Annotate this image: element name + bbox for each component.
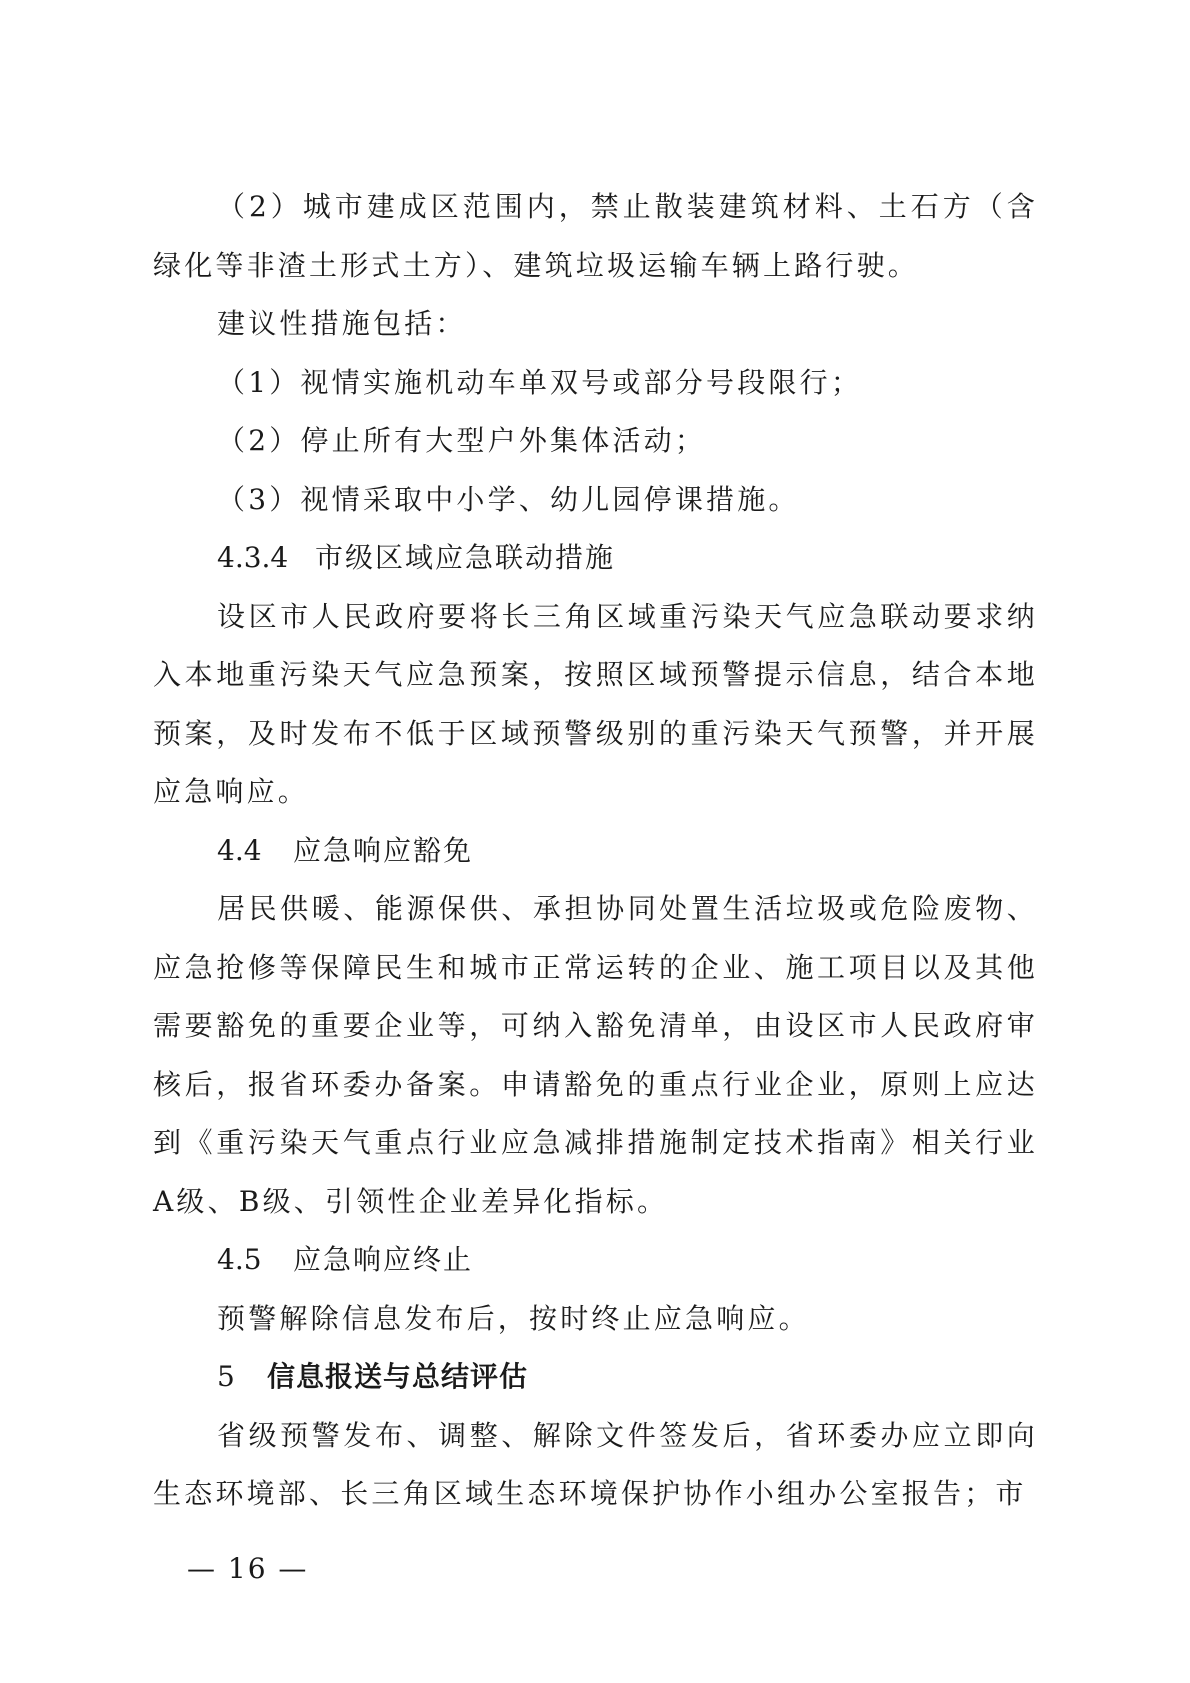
paragraph-suggested-measure-2: （2）停止所有大型户外集体活动； (217, 424, 707, 457)
paragraph-reporting: 省级预警发布、调整、解除文件签发后，省环委办应立即向生态环境部、长三角区域生态环境保护协作小组办公室报告；市 (153, 1418, 1038, 1510)
section-number: 4.3.4 (217, 541, 289, 574)
paragraph-city-linkage: 设区市人民政府要将长三角区域重污染天气应急联动要求纳入本地重污染天气应急预案，按照区域预警提示信息，结合本地预案，及时发布不低于区域预警级别的重污染天气预警，并开展应急响应。 (153, 599, 1038, 808)
section-number: 4.5 (217, 1243, 262, 1276)
document-body (153, 178, 1038, 1524)
paragraph-control-measure-2: （2）城市建成区范围内，禁止散装建筑材料、土石方（含绿化等非渣土形式土方）、建筑垃圾运输车辆上路行驶。 (153, 190, 1038, 282)
paragraph-termination: 预警解除信息发布后，按时终止应急响应。 (217, 1301, 810, 1335)
section-title: 应急响应豁免 (293, 833, 474, 867)
paragraph-suggested-measures-intro: 建议性措施包括： (217, 307, 467, 340)
section-heading-4-3-4 (153, 529, 1038, 588)
section-heading-4-5 (153, 1231, 1038, 1290)
page-number: — 16 — (187, 1552, 309, 1585)
section-title: 应急响应终止 (293, 1243, 474, 1276)
section-title: 信息报送与总结评估 (267, 1360, 529, 1393)
paragraph-suggested-measure-1: （1）视情实施机动车单双号或部分号段限行； (217, 365, 863, 399)
section-heading-5 (153, 1348, 1038, 1407)
section-heading-4-4 (153, 822, 1038, 881)
section-number: 4.4 (217, 833, 262, 867)
paragraph-suggested-measure-3: （3）视情采取中小学、幼儿园停课措施。 (217, 482, 800, 516)
section-title: 市级区域应急联动措施 (315, 541, 616, 574)
section-number: 5 (217, 1360, 235, 1393)
paragraph-exemption: 居民供暖、能源保供、承担协同处置生活垃圾或危险废物、应急抢修等保障民生和城市正常运转的企业、施工项目以及其他需要豁免的重要企业等，可纳入豁免清单，由设区市人民政府审核后，报省环委办备案。申请豁免的重点行业企业，原则上应达到《重污染天气重点行业应急减排措施制定技术指南》相关行业A级、B级、引领性企业差异化指标。 (153, 892, 1038, 1218)
